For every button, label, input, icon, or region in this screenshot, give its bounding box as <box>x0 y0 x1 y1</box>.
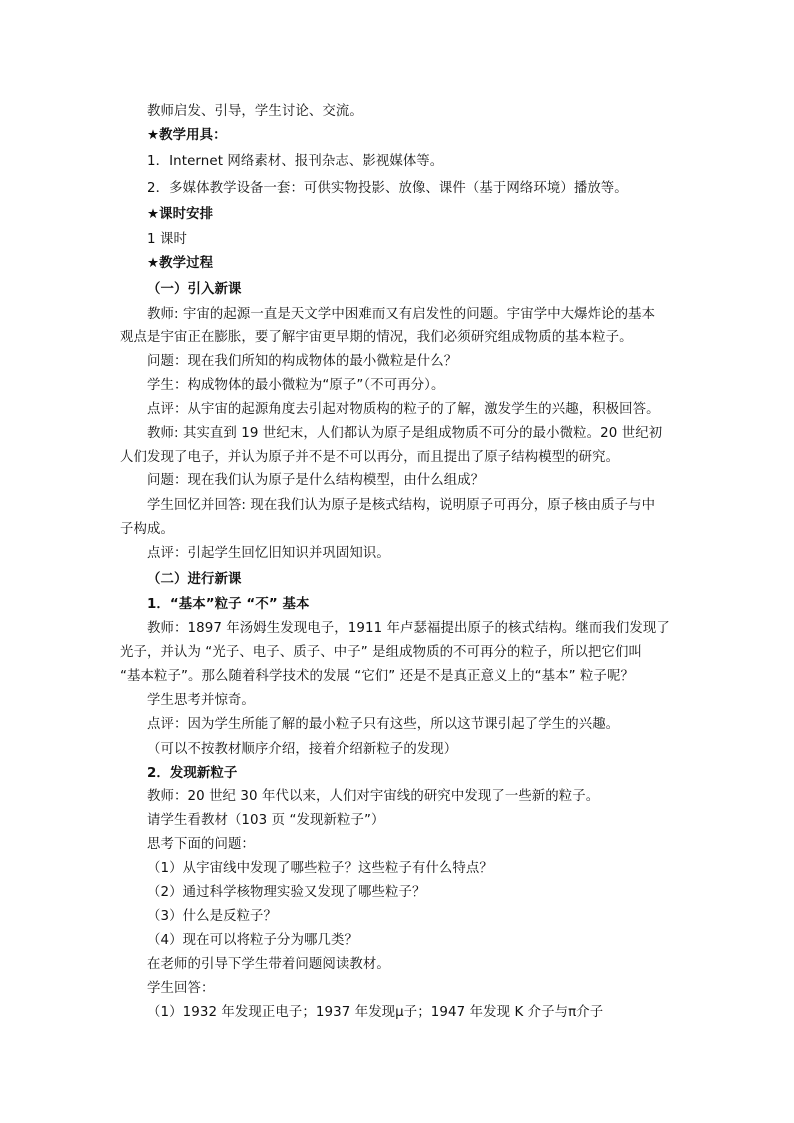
paragraph-line: 教师: 宇宙的起源一直是天文学中困难而又有启发性的问题。宇宙学中大爆炸论的基本 <box>147 307 656 322</box>
section-heading: ★教学过程 <box>147 256 214 271</box>
paragraph-line: 1 课时 <box>147 232 187 247</box>
paragraph-line: 点评：引起学生回忆旧知识并巩固知识。 <box>147 546 390 561</box>
section-heading: ★教学用具： <box>147 128 227 143</box>
paragraph-line: 点评：因为学生所能了解的最小粒子只有这些，所以这节课引起了学生的兴趣。 <box>147 717 620 732</box>
paragraph-line: （4）现在可以将粒子分为哪几类？ <box>147 933 358 948</box>
paragraph-line: 子构成。 <box>120 522 174 537</box>
paragraph-line: 光子，并认为 “光子、电子、质子、中子” 是组成物质的不可再分的粒子，所以把它们叫 <box>120 645 642 660</box>
section-heading: ★课时安排 <box>147 207 214 222</box>
paragraph-line: “基本粒子”。那么随着科学技术的发展 “它们” 还是不是真正意义上的“基本” 粒子呢？ <box>120 669 634 684</box>
paragraph-line: 教师：1897 年汤姆生发现电子，1911 年卢瑟福提出原子的核式结构。继而我们发现了 <box>147 621 670 636</box>
paragraph-line: 2．多媒体教学设备一套：可供实物投影、放像、课件（基于网络环境）播放等。 <box>147 181 628 196</box>
paragraph-line: 点评：从宇宙的起源角度去引起对物质构的粒子的了解，激发学生的兴趣，积极回答。 <box>147 402 660 417</box>
paragraph-line: （1）1932 年发现正电子；1937 年发现μ子；1947 年发现 K 介子与π介子 <box>147 1005 604 1020</box>
paragraph-line: 1．Internet 网络素材、报刊杂志、影视媒体等。 <box>147 154 444 169</box>
subsection-heading: （一）引入新课 <box>147 282 242 297</box>
paragraph-line: （可以不按教材顺序介绍，接着介绍新粒子的发现） <box>147 742 458 757</box>
paragraph-line: （2）通过科学核物理实验又发现了哪些粒子？ <box>147 885 426 900</box>
paragraph-line: 学生思考并惊奇。 <box>147 693 255 708</box>
paragraph-line: 思考下面的问题： <box>147 837 255 852</box>
paragraph-line: （3）什么是反粒子？ <box>147 909 278 924</box>
paragraph-line: 观点是宇宙正在膨胀，要了解宇宙更早期的情况，我们必须研究组成物质的基本粒子。 <box>120 330 633 345</box>
paragraph-line: 学生：构成物体的最小微粒为“原子”（不可再分）。 <box>147 378 445 393</box>
subsection-heading: 2．发现新粒子 <box>147 766 238 781</box>
paragraph-line: 问题：现在我们认为原子是什么结构模型，由什么组成？ <box>147 473 485 488</box>
paragraph-line: 学生回答： <box>147 981 215 996</box>
paragraph-line: 教师：20 世纪 30 年代以来，人们对宇宙线的研究中发现了一些新的粒子。 <box>147 789 600 804</box>
paragraph-line: 请学生看教材（103 页 “发现新粒子”） <box>147 813 385 828</box>
paragraph-line: 教师: 其实直到 19 世纪末，人们都认为原子是组成物质不可分的最小微粒。20 世纪初 <box>147 426 663 441</box>
paragraph-line: 问题：现在我们所知的构成物体的最小微粒是什么？ <box>147 354 458 369</box>
paragraph-line: 人们发现了电子，并认为原子并不是不可以再分，而且提出了原子结构模型的研究。 <box>120 450 620 465</box>
subsection-heading: 1．“基本”粒子 “不” 基本 <box>147 597 310 612</box>
paragraph-line: 在老师的引导下学生带着问题阅读教材。 <box>147 957 390 972</box>
paragraph-line: 学生回忆并回答: 现在我们认为原子是核式结构，说明原子可再分，原子核由质子与中 <box>147 498 656 513</box>
paragraph-line: 教师启发、引导，学生讨论、交流。 <box>147 104 363 119</box>
subsection-heading: （二）进行新课 <box>147 572 242 587</box>
paragraph-line: （1）从宇宙线中发现了哪些粒子？这些粒子有什么特点？ <box>147 861 493 876</box>
